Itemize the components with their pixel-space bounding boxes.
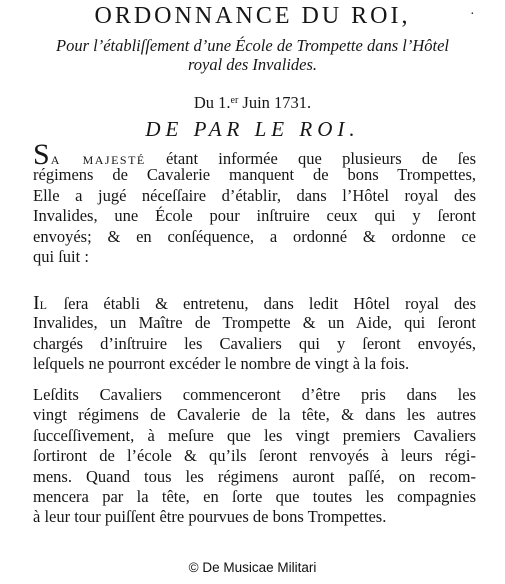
date-suffix: Juin 1731. (238, 93, 312, 112)
paragraph-2-line-1-text: ſera établi & entretenu, dans ledit Hôtel royal des (48, 294, 476, 313)
document-title: ORDONNANCE DU ROI, (94, 3, 411, 29)
paragraph-1-line-1-text: étant informée que plusieurs de ſes (145, 149, 476, 168)
title-mark: · (470, 7, 475, 22)
paragraph-line: vingt régimens de Cavalerie de la tête, & dans les autres (33, 405, 476, 425)
paragraph-line: chargés d’inſtruire les Cavaliers qui y ſeront envoyés, (33, 333, 476, 353)
document-subtitle (20, 36, 485, 74)
date-prefix: Du 1. (193, 93, 231, 112)
paragraph-line: Leſdits Cavaliers commenceront d’être pris dans les (33, 385, 476, 404)
initial-rest: l (39, 294, 49, 313)
document-date (0, 92, 505, 112)
paragraph-line: mencera par la tête, en ſorte que toutes les compagnies (33, 486, 476, 506)
paragraph-line: ſortiront de l’école & qu’ils ſeront renvoyés à leurs régi- (33, 446, 476, 466)
paragraph-2 (33, 293, 476, 375)
subtitle-line-1: Pour l’établiſſement d’une École de Trompette dans l’Hôtel (55, 36, 449, 55)
paragraph-2-line-1 (33, 293, 476, 313)
paragraph-line: Invalides, un Maître de Trompette & un Aide, qui ſeront (33, 313, 476, 333)
paragraph-line: ſucceſſivement, à meſure que les vingt premiers Cavaliers (33, 425, 476, 445)
paragraph-line: à leur tour puiſſent être pourvues de bons Trompettes. (33, 507, 387, 527)
small-caps-text: a majesté (50, 149, 146, 168)
copyright-notice: © De Musicae Militari (188, 560, 317, 575)
section-heading: DE PAR LE ROI. (145, 117, 360, 141)
paragraph-line: mens. Quand tous les régimens auront paſſé, on recom- (33, 466, 476, 486)
initial-letter: I (33, 292, 40, 314)
date-superscript: er (230, 95, 239, 106)
paragraph-line: qui ſuit : (33, 246, 89, 266)
paragraph-line: Elle a jugé néceſſaire d’établir, dans l’Hôtel royal des (33, 185, 476, 205)
paragraph-line: leſquels ne pourront excéder le nombre de vingt à la fois. (33, 354, 410, 374)
paragraph-line: envoyés; & en conſéquence, a ordonné & ordonne ce (33, 226, 476, 246)
paragraph-line: Invalides, une École pour inſtruire ceux qui y ſeront (33, 206, 476, 226)
subtitle-line-2: royal des Invalides. (187, 55, 318, 74)
paragraph-line: régimens de Cavalerie manquent de bons Trompettes, (33, 165, 476, 185)
drop-cap: S (33, 138, 51, 171)
paragraph-1 (33, 138, 476, 267)
paragraph-1-line-1 (33, 138, 476, 171)
paragraph-3 (33, 385, 476, 528)
